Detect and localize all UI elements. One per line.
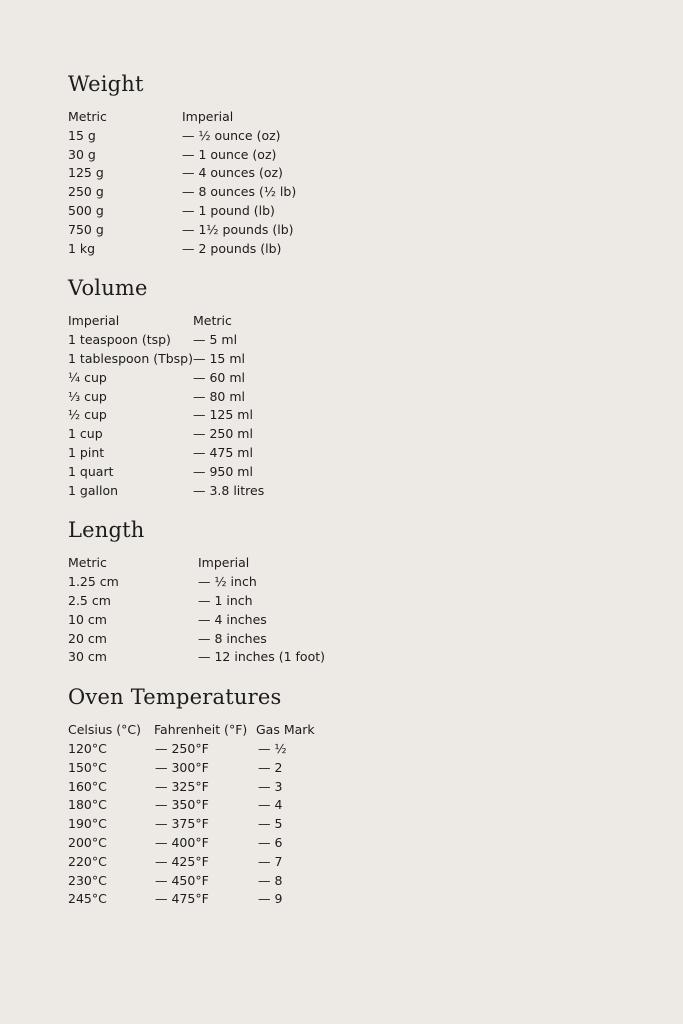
weight-imperial: — 1 ounce (oz)	[182, 146, 277, 162]
oven-fahrenheit: — 425°F	[155, 853, 209, 869]
volume-imperial: 1 gallon	[68, 482, 119, 498]
volume-row	[68, 388, 628, 407]
oven-gas-mark: — 9	[258, 891, 283, 907]
oven-row	[68, 796, 628, 815]
oven-row	[68, 834, 628, 853]
length-metric: 20 cm	[68, 630, 107, 646]
volume-section	[68, 272, 628, 500]
weight-imperial: — 4 ounces (oz)	[182, 165, 283, 181]
oven-fahrenheit: — 375°F	[155, 816, 209, 832]
oven-fahrenheit: — 350°F	[155, 797, 209, 813]
weight-row	[68, 127, 628, 146]
oven-fahrenheit: — 475°F	[155, 891, 209, 907]
oven-celsius: 200°C	[68, 834, 107, 850]
volume-header-row	[68, 312, 628, 331]
weight-row	[68, 183, 628, 202]
volume-imperial: 1 teaspoon (tsp)	[68, 332, 171, 348]
weight-header-imperial: Imperial	[182, 109, 234, 124]
weight-metric: 250 g	[68, 184, 104, 200]
length-header-imperial: Imperial	[198, 555, 250, 571]
volume-header-metric: Metric	[193, 313, 232, 329]
oven-header-gas-mark: Gas Mark	[256, 722, 315, 738]
oven-row	[68, 872, 628, 891]
length-imperial: — 12 inches (1 foot)	[198, 649, 325, 665]
oven-gas-mark: — ½	[258, 740, 287, 756]
volume-header-imperial: Imperial	[68, 313, 120, 329]
oven-row	[68, 890, 628, 909]
weight-row	[68, 202, 628, 221]
volume-metric: — 475 ml	[193, 444, 253, 460]
volume-imperial: 1 quart	[68, 463, 114, 479]
oven-title: Oven Temperatures	[68, 685, 282, 710]
oven-gas-mark: — 3	[258, 778, 283, 794]
volume-metric: — 60 ml	[193, 369, 246, 385]
oven-fahrenheit: — 325°F	[155, 778, 209, 794]
oven-celsius: 150°C	[68, 759, 107, 775]
oven-fahrenheit: — 450°F	[155, 872, 209, 888]
volume-row	[68, 482, 628, 501]
volume-imperial: ¼ cup	[68, 369, 107, 385]
oven-celsius: 230°C	[68, 872, 107, 888]
oven-celsius: 190°C	[68, 816, 107, 832]
oven-gas-mark: — 8	[258, 872, 283, 888]
oven-header-celsius: Celsius (°C)	[68, 722, 142, 738]
volume-metric: — 3.8 litres	[193, 482, 265, 498]
oven-fahrenheit: — 400°F	[155, 834, 209, 850]
oven-gas-mark: — 6	[258, 834, 283, 850]
volume-imperial: ½ cup	[68, 407, 107, 423]
volume-metric: — 15 ml	[193, 350, 246, 366]
volume-row	[68, 369, 628, 388]
volume-row	[68, 444, 628, 463]
weight-metric: 15 g	[68, 127, 96, 143]
volume-title: Volume	[68, 276, 148, 301]
length-row	[68, 648, 628, 667]
volume-imperial: 1 tablespoon (Tbsp)	[68, 350, 193, 366]
oven-celsius: 245°C	[68, 891, 107, 907]
length-header-metric: Metric	[68, 555, 107, 571]
volume-metric: — 250 ml	[193, 426, 253, 442]
oven-header-row	[68, 721, 628, 740]
volume-imperial: 1 cup	[68, 426, 103, 442]
length-imperial: — 1 inch	[198, 592, 253, 608]
oven-gas-mark: — 2	[258, 759, 283, 775]
length-imperial: — ½ inch	[198, 574, 257, 590]
length-header-row	[68, 554, 628, 573]
oven-section	[68, 681, 628, 909]
length-section	[68, 514, 628, 667]
weight-row	[68, 240, 628, 259]
length-metric: 30 cm	[68, 649, 107, 665]
oven-celsius: 220°C	[68, 853, 107, 869]
volume-row	[68, 406, 628, 425]
oven-gas-mark: — 5	[258, 816, 283, 832]
conversion-chart	[68, 68, 628, 923]
length-imperial: — 4 inches	[198, 611, 267, 627]
oven-celsius: 120°C	[68, 740, 107, 756]
weight-imperial: — ½ ounce (oz)	[182, 127, 281, 143]
weight-row	[68, 146, 628, 165]
oven-gas-mark: — 4	[258, 797, 283, 813]
oven-fahrenheit: — 250°F	[155, 740, 209, 756]
oven-fahrenheit: — 300°F	[155, 759, 209, 775]
length-row	[68, 611, 628, 630]
weight-row	[68, 164, 628, 183]
oven-header-fahrenheit: Fahrenheit (°F)	[154, 722, 248, 738]
volume-row	[68, 350, 628, 369]
weight-imperial: — 8 ounces (½ lb)	[182, 184, 297, 200]
length-row	[68, 573, 628, 592]
oven-gas-mark: — 7	[258, 853, 283, 869]
volume-metric: — 80 ml	[193, 388, 246, 404]
weight-metric: 1 kg	[68, 240, 96, 256]
weight-imperial: — 2 pounds (lb)	[182, 240, 282, 256]
weight-row	[68, 221, 628, 240]
weight-title: Weight	[68, 72, 144, 96]
volume-row	[68, 425, 628, 444]
weight-section	[68, 68, 628, 258]
volume-row	[68, 463, 628, 482]
length-metric: 1.25 cm	[68, 574, 119, 590]
volume-metric: — 5 ml	[193, 332, 238, 348]
length-row	[68, 630, 628, 649]
weight-metric: 750 g	[68, 221, 104, 237]
length-imperial: — 8 inches	[198, 630, 267, 646]
weight-header-metric: Metric	[68, 109, 107, 124]
length-row	[68, 592, 628, 611]
length-metric: 2.5 cm	[68, 592, 111, 608]
volume-metric: — 950 ml	[193, 463, 253, 479]
length-metric: 10 cm	[68, 611, 107, 627]
oven-row	[68, 853, 628, 872]
oven-celsius: 180°C	[68, 797, 107, 813]
volume-imperial: ⅓ cup	[68, 388, 107, 404]
weight-imperial: — 1 pound (lb)	[182, 202, 275, 218]
weight-header-row	[68, 108, 628, 127]
oven-row	[68, 815, 628, 834]
oven-celsius: 160°C	[68, 778, 107, 794]
weight-metric: 30 g	[68, 146, 96, 162]
length-title: Length	[68, 518, 145, 543]
volume-imperial: 1 pint	[68, 444, 105, 460]
oven-row	[68, 778, 628, 797]
oven-row	[68, 759, 628, 778]
oven-row	[68, 740, 628, 759]
volume-row	[68, 331, 628, 350]
weight-metric: 125 g	[68, 165, 104, 181]
volume-metric: — 125 ml	[193, 407, 253, 423]
weight-metric: 500 g	[68, 202, 104, 218]
weight-imperial: — 1½ pounds (lb)	[182, 221, 294, 237]
